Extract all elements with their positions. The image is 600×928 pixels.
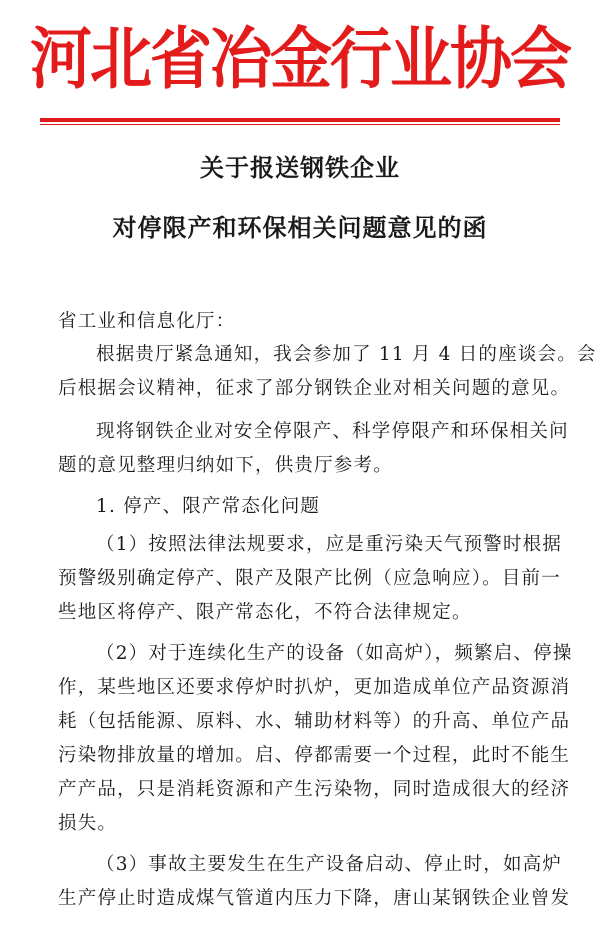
- body-line: 预警级别确定停产、限产及限产比例（应急响应）。目前一: [58, 568, 561, 589]
- organization-name: 河北省冶金行业协会: [29, 18, 570, 98]
- body-line: 作，某些地区还要求停炉时扒炉，更加造成单位产品资源消: [58, 677, 571, 698]
- letterhead: [0, 8, 600, 98]
- body-line: （3）事故主要发生在生产设备启动、停止时，如高炉: [96, 854, 563, 875]
- document-title-line-1: 关于报送钢铁企业: [200, 153, 400, 182]
- body-line: （1）按照法律法规要求，应是重污染天气预警时根据: [96, 534, 563, 555]
- document-title-line-2: 对停限产和环保相关问题意见的函: [112, 213, 488, 242]
- body-line: 生产停止时造成煤气管道内压力下降，唐山某钢铁企业曾发: [58, 888, 571, 909]
- body-line: 题的意见整理归纳如下，供贵厅参考。: [58, 455, 393, 476]
- body-line: 些地区将停产、限产常态化，不符合法律规定。: [58, 602, 472, 623]
- letterhead-rule-thick: [40, 118, 560, 122]
- body-line: 后根据会议精神，征求了部分钢铁企业对相关问题的意见。: [58, 378, 571, 399]
- body-line: 损失。: [58, 813, 118, 834]
- body-line: 产产品，只是消耗资源和产生污染物，同时造成很大的经济: [58, 779, 571, 800]
- letterhead-rule-thin: [40, 124, 560, 125]
- body-line: 耗（包括能源、原料、水、辅助材料等）的升高、单位产品: [58, 711, 571, 732]
- salutation: 省工业和信息化厅：: [58, 311, 236, 332]
- body-line: （2）对于连续化生产的设备（如高炉），频繁启、停操: [96, 643, 573, 664]
- section-heading: 1. 停产、限产常态化问题: [96, 496, 321, 517]
- body-line: 现将钢铁企业对安全停限产、科学停限产和环保相关问: [96, 421, 569, 442]
- body-line: 污染物排放量的增加。启、停都需要一个过程，此时不能生: [58, 745, 571, 766]
- body-line: 根据贵厅紧急通知，我会参加了 11 月 4 日的座谈会。会: [96, 344, 597, 365]
